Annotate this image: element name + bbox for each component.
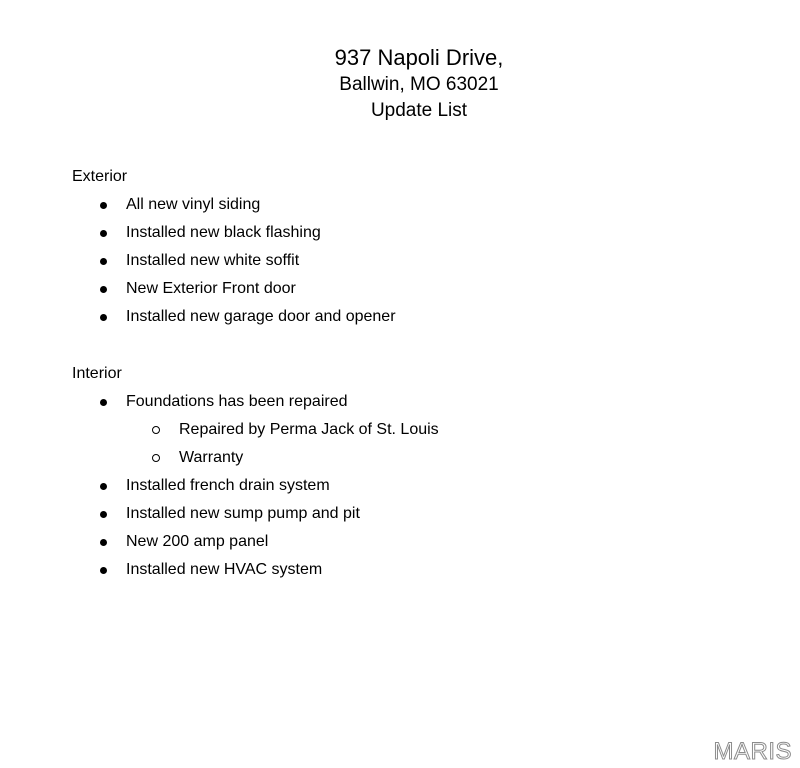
list-item bbox=[72, 503, 772, 525]
bullet-icon bbox=[100, 230, 107, 237]
bullet-icon bbox=[100, 483, 107, 490]
exterior-list bbox=[72, 194, 772, 328]
sub-list-item-text: Warranty bbox=[179, 449, 244, 466]
sub-list-item bbox=[126, 447, 772, 469]
list-item-text: Installed new white soffit bbox=[126, 252, 300, 269]
list-item-text: Installed new black flashing bbox=[126, 224, 321, 241]
bullet-icon bbox=[100, 286, 107, 293]
bullet-icon bbox=[100, 539, 107, 546]
list-item-text: All new vinyl siding bbox=[126, 196, 261, 213]
list-item bbox=[72, 559, 772, 581]
title-update-list: Update List bbox=[370, 100, 468, 121]
list-item-text: Foundations has been repaired bbox=[126, 393, 348, 410]
bullet-icon bbox=[100, 202, 107, 209]
bullet-icon bbox=[100, 567, 107, 574]
section-heading-interior: Interior bbox=[72, 365, 122, 382]
bullet-icon bbox=[100, 314, 107, 321]
list-item bbox=[72, 222, 772, 244]
bullet-icon bbox=[100, 511, 107, 518]
section-interior bbox=[72, 363, 772, 587]
list-item bbox=[72, 250, 772, 272]
hollow-bullet-icon bbox=[152, 454, 160, 462]
list-item bbox=[72, 475, 772, 497]
title-city-line: Ballwin, MO 63021 bbox=[339, 74, 499, 95]
sub-list-item bbox=[126, 419, 772, 441]
document-title bbox=[0, 44, 800, 124]
list-item-text: Installed new HVAC system bbox=[126, 561, 323, 578]
bullet-icon bbox=[100, 258, 107, 265]
list-item bbox=[72, 306, 772, 328]
list-item bbox=[72, 194, 772, 216]
maris-watermark: MARIS bbox=[713, 738, 792, 765]
list-item bbox=[72, 531, 772, 553]
title-address-line: 937 Napoli Drive, bbox=[334, 45, 504, 70]
list-item-text: New 200 amp panel bbox=[126, 533, 269, 550]
sub-list-item-text: Repaired by Perma Jack of St. Louis bbox=[179, 421, 439, 438]
list-item-text: New Exterior Front door bbox=[126, 280, 296, 297]
list-item-text: Installed french drain system bbox=[126, 477, 330, 494]
hollow-bullet-icon bbox=[152, 426, 160, 434]
interior-list bbox=[72, 391, 772, 581]
sub-list bbox=[126, 419, 772, 469]
list-item-text: Installed new sump pump and pit bbox=[126, 505, 360, 522]
section-heading-exterior: Exterior bbox=[72, 168, 128, 185]
list-item-text: Installed new garage door and opener bbox=[126, 308, 396, 325]
list-item bbox=[72, 391, 772, 469]
list-item bbox=[72, 278, 772, 300]
bullet-icon bbox=[100, 399, 107, 406]
section-exterior bbox=[72, 166, 772, 334]
